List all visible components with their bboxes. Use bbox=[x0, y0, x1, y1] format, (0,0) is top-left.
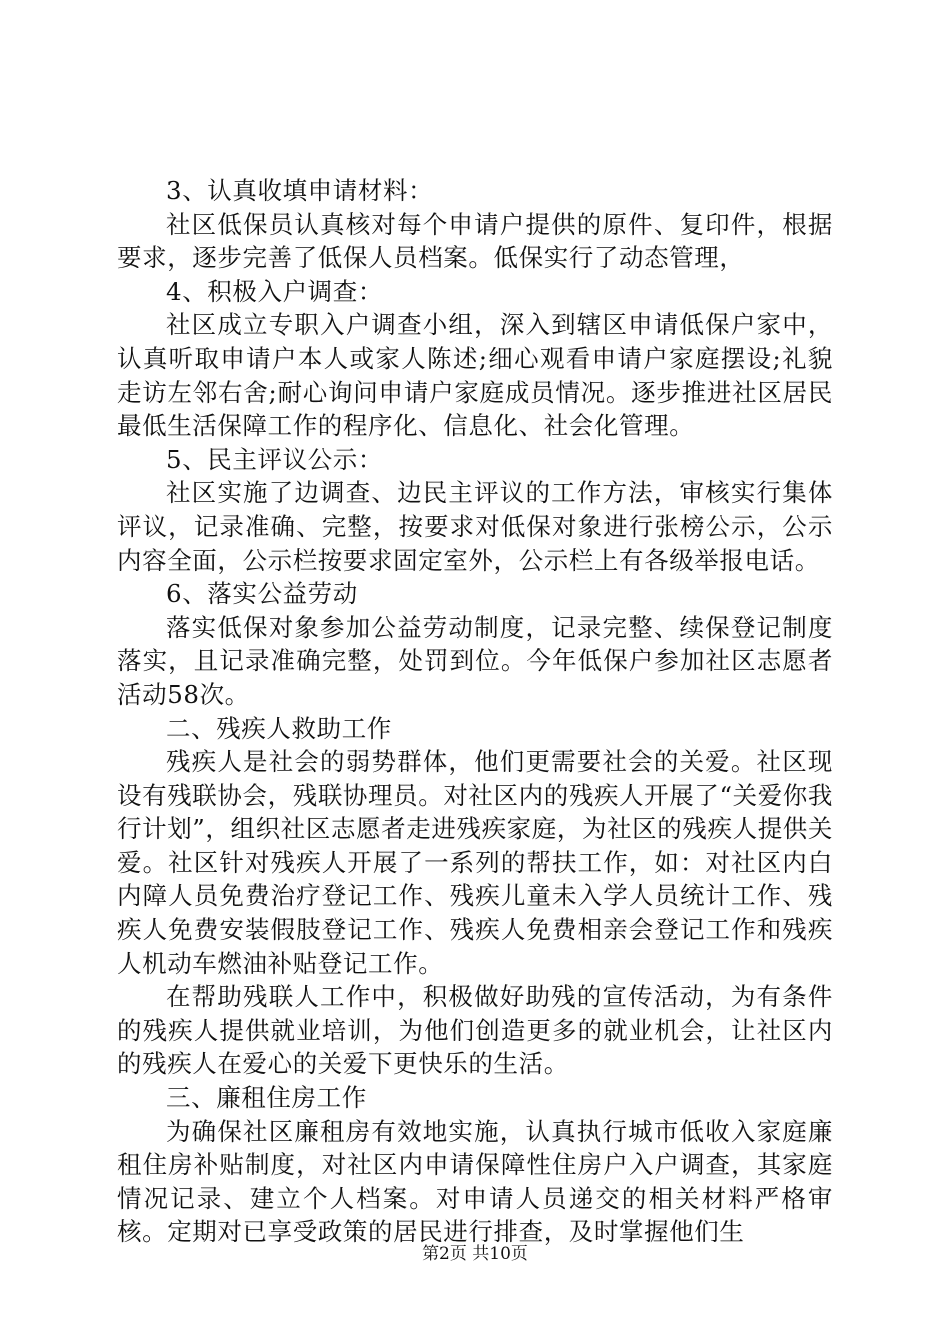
paragraph-disability-aid: 残疾人是社会的弱势群体，他们更需要社会的关爱。社区现设有残联协会，残联协理员。对社区内的残疾人开展了“关爱你我行计划”，组织社区志愿者走进残疾家庭，为社区的残疾人提供关爱。社区针对残疾人开展了一系列的帮扶工作，如：对社区内白内障人员免费治疗登记工作、残疾儿童未入学人员统计工作、残疾人免费安装假肢登记工作、残疾人免费相亲会登记工作和残疾人机动车燃油补贴登记工作。 bbox=[117, 747, 833, 978]
section-heading-3: 3、认真收填申请材料： bbox=[166, 176, 434, 205]
paragraph-disability-employment: 在帮助残联人工作中，积极做好助残的宣传活动，为有条件的残疾人提供就业培训，为他们创造更多的就业机会，让社区内的残疾人在爱心的关爱下更快乐的生活。 bbox=[117, 982, 833, 1079]
document-body bbox=[117, 174, 833, 1249]
section-heading-6: 6、落实公益劳动 bbox=[166, 579, 358, 609]
section-heading-housing: 三、廉租住房工作 bbox=[166, 1083, 367, 1113]
paragraph-application-materials: 社区低保员认真核对每个申请户提供的原件、复印件，根据要求，逐步完善了低保人员档案。低保实行了动态管理， bbox=[117, 209, 833, 273]
paragraph-public-review: 社区实施了边调查、边民主评议的工作方法，审核实行集体评议，记录准确、完整，按要求对低保对象进行张榜公示，公示内容全面，公示栏按要求固定室外，公示栏上有各级举报电话。 bbox=[117, 478, 833, 575]
paragraph-public-labor: 落实低保对象参加公益劳动制度，记录完整、续保登记制度落实，且记录准确完整，处罚到位。今年低保户参加社区志愿者活动58次。 bbox=[117, 612, 833, 709]
section-heading-4: 4、积极入户调查： bbox=[166, 276, 383, 306]
paragraph-home-survey: 社区成立专职入户调查小组，深入到辖区申请低保户家中，认真听取申请户本人或家人陈述;细心观看申请户家庭摆设;礼貌走访左邻右舍;耐心询问申请户家庭成员情况。逐步推进社区居民最低生活保障工作的程序化、信息化、社会化管理。 bbox=[117, 310, 833, 441]
paragraph-housing: 为确保社区廉租房有效地实施，认真执行城市低收入家庭廉租住房补贴制度，对社区内申请保障性住房户入户调查，其家庭情况记录、建立个人档案。对申请人员递交的相关材料严格审核。定期对已享受政策的居民进行排查，及时掌握他们生 bbox=[117, 1116, 833, 1247]
page-number: 第2页 共10页 bbox=[422, 1244, 528, 1264]
section-heading-disability-aid: 二、残疾人救助工作 bbox=[166, 713, 392, 743]
section-heading-5: 5、民主评议公示： bbox=[166, 444, 383, 474]
